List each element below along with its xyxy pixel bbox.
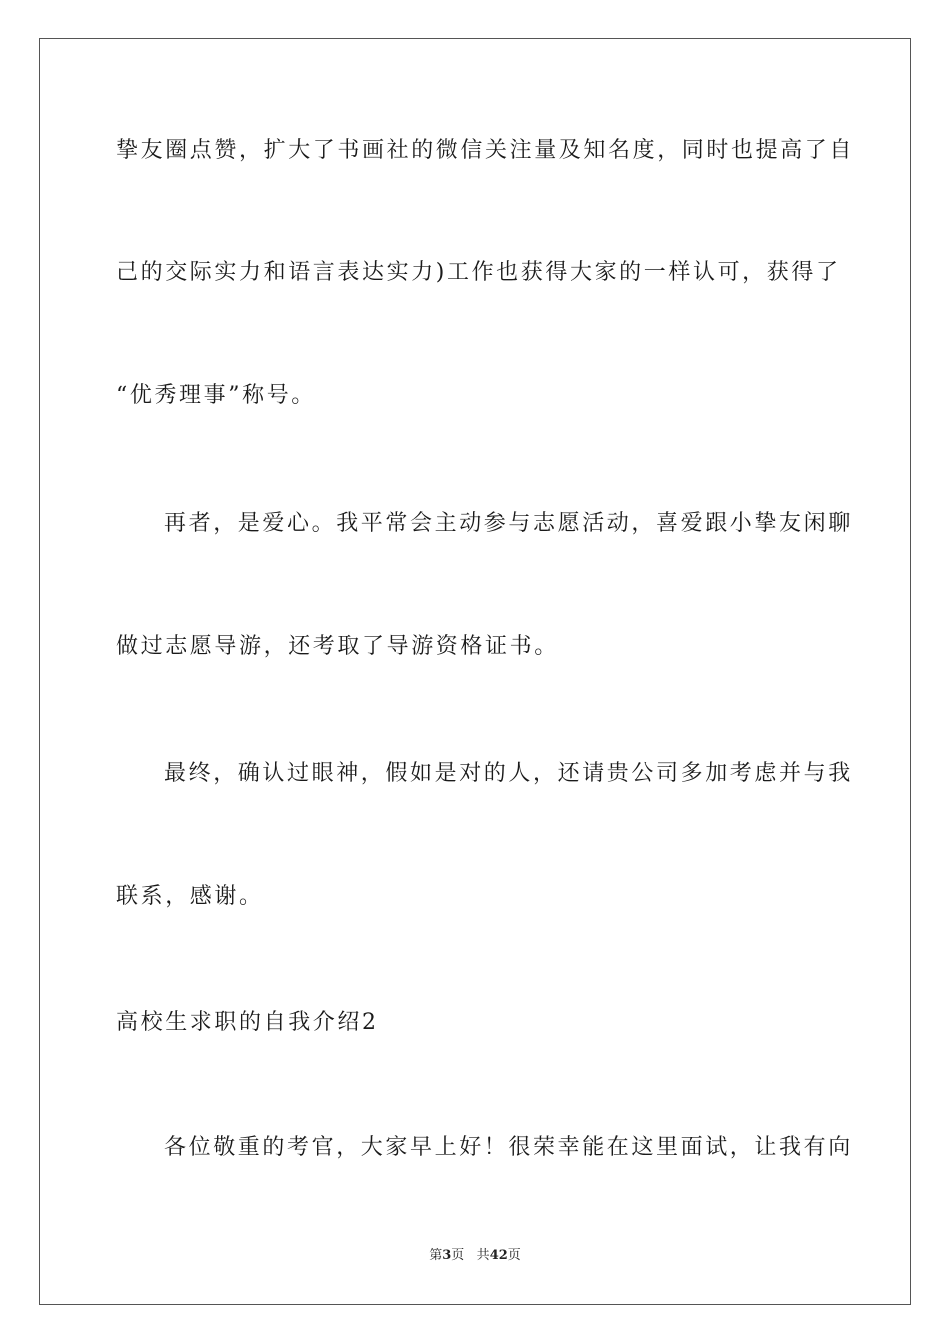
body-line-1: 挚友圈点赞，扩大了书画社的微信关注量及知名度，同时也提高了自	[116, 138, 855, 163]
body-line-7: 联系，感谢。	[116, 884, 264, 909]
footer-page-prefix: 第	[429, 1248, 443, 1263]
footer-total-prefix: 共	[476, 1248, 490, 1263]
page-border	[39, 38, 911, 1305]
body-line-6: 最终，确认过眼神，假如是对的人，还请贵公司多加考虑并与我	[164, 761, 853, 786]
footer-total-pages: 42	[489, 1248, 508, 1263]
body-line-4: 再者，是爱心。我平常会主动参与志愿活动，喜爱跟小挚友闲聊	[164, 511, 853, 536]
body-line-2: 己的交际实力和语言表达实力)工作也获得大家的一样认可，获得了	[116, 260, 841, 285]
footer-total-suffix: 页	[507, 1248, 521, 1263]
footer-page-number: 3	[442, 1248, 452, 1263]
body-line-8: 各位敬重的考官，大家早上好！很荣幸能在这里面试，让我有向	[164, 1135, 853, 1160]
body-line-5: 做过志愿导游，还考取了导游资格证书。	[116, 634, 559, 659]
section-heading: 高校生求职的自我介绍2	[116, 1010, 379, 1035]
page-footer	[0, 1247, 950, 1265]
body-line-3: “优秀理事”称号。	[116, 383, 316, 408]
footer-page-suffix: 页	[451, 1248, 465, 1263]
